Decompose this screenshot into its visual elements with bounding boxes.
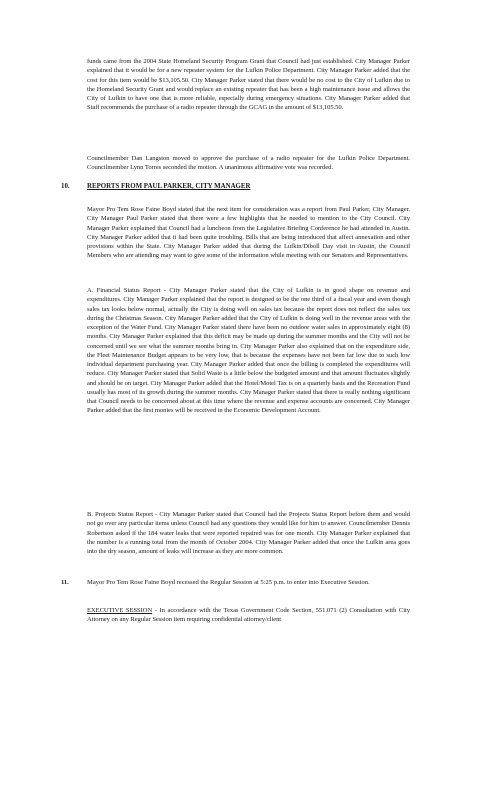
executive-session-label: EXECUTIVE SESSION xyxy=(87,607,153,614)
paragraph-motion-vote: Councilmember Dan Langston moved to approve the purchase of a radio repeater for the Lufkin Police Department. Councilmember Lynn Torres seconded the motion. A unanimous affirmative vote was recorded. xyxy=(87,155,410,172)
paragraph-projects-status-report: B. Projects Status Report - City Manager Parker stated that Council had the Projects Status Report before them and would not go over any particular items unless Council had any questions they would like for him to answer. Councilmember Dennis Robertson asked if the 184 water leaks that were reported repaired was for one month. City Manager Parker explained that the number is a running total from the month of October 2004. City Manager Parker added that once the Lufkin area goes into the dry season, amount of leaks will increase as they are more common. xyxy=(87,511,410,555)
section-heading-reports xyxy=(61,183,401,190)
paragraph-city-manager-intro: Mayor Pro Tem Rose Faine Boyd stated that the next item for consideration was a report from Paul Parker, City Manager. City Manager Paul Parker stated that there were a few highlights that he needed to mention to the City Council. City Manager Parker explained that Council had a luncheon from the Legislative Briefing Conference he had attended in Austin. City Manager Parker added that it had been quite troubling. Bills that are being introduced that affect annexation and other provisions within the State. City Manager Parker added that during the Lufkin/Diboll Day visit in Austin, the Council Members who are attending may want to give some of the information while meeting with our Senators and Representatives. xyxy=(87,206,410,260)
item-text: Mayor Pro Tem Rose Faine Boyd recessed the Regular Session at 5:25 p.m. to enter into Executive Session. xyxy=(87,579,370,586)
section-number: 10. xyxy=(61,183,70,190)
item-number: 11. xyxy=(61,579,69,586)
paragraph-financial-status-report: A. Financial Status Report - City Manager Parker stated that the City of Lufkin is in good shape on revenue and expenditures. City Manager Parker explained that the report is designed to be the one third of a fiscal year and even though sales tax looks below normal, actually the City is doing well on sales tax because the report does not reflect the sales tax during the Christmas Season. City Manager Parker added that the City of Lufkin is doing well in the revenue areas with the exception of the Water Fund. City Manager Parker stated there have been no outdoor water sales in approximately eight (8) months. City Manager Parker explained that this deficit may be made up during the summer months and the City will not be concerned until we see what the summer months bring in. City Manager Parker also explained that on the expenditure side, the Fleet Maintenance Budget appears to be very low, that is because the expenses have not been far low due to such low individual department purchasing year. City Manager Parker added that once the billing is completed the expenditures will reduce. City Manager Parker stated that Solid Waste is a little below the budgeted amount and that amount fluctuates slightly and should be on target. City Manager Parker added that the Hotel/Motel Tax is on a quarterly basis and the Recreation Fund usually has most of its growth during the summer months. City Manager Parker stated that there is really nothing significant that Council needs to be concerned about at this time where the revenue and expense accounts are concerned. City Manager Parker added that the first monies will be received in the Economic Development Account. xyxy=(87,287,410,415)
executive-session-continued: Consultation with City Attorney on any Regular Session item requiring confidential attorney/client xyxy=(87,607,411,624)
paragraph-radio-repeater-details: funds came from the 2004 State Homeland Security Program Grant that Council had just established. City Manager Parker explained that it would be for a new repeater system for the Lufkin Police Department. City Manager Parker added that the cost for this item would be $13,105.50. City Manager Parker stated that there would be no cost to the City of Lufkin due to the Homeland Security Grant and would replace an existing repeater that has been a high maintenance issue and allows the City of Lufkin to have one that is more reliable, especially during emergency situations. City Manager Parker added that Staff recommends the purchase of a radio repeater through the GCAG in the amount of $13,105.50. xyxy=(87,58,410,112)
section-title: REPORTS FROM PAUL PARKER, CITY MANAGER xyxy=(87,183,251,190)
paragraph-executive-session xyxy=(87,606,410,625)
executive-session-intro: - In accordance with the Texas Government Code Section, 551.071 (2) xyxy=(152,607,347,614)
